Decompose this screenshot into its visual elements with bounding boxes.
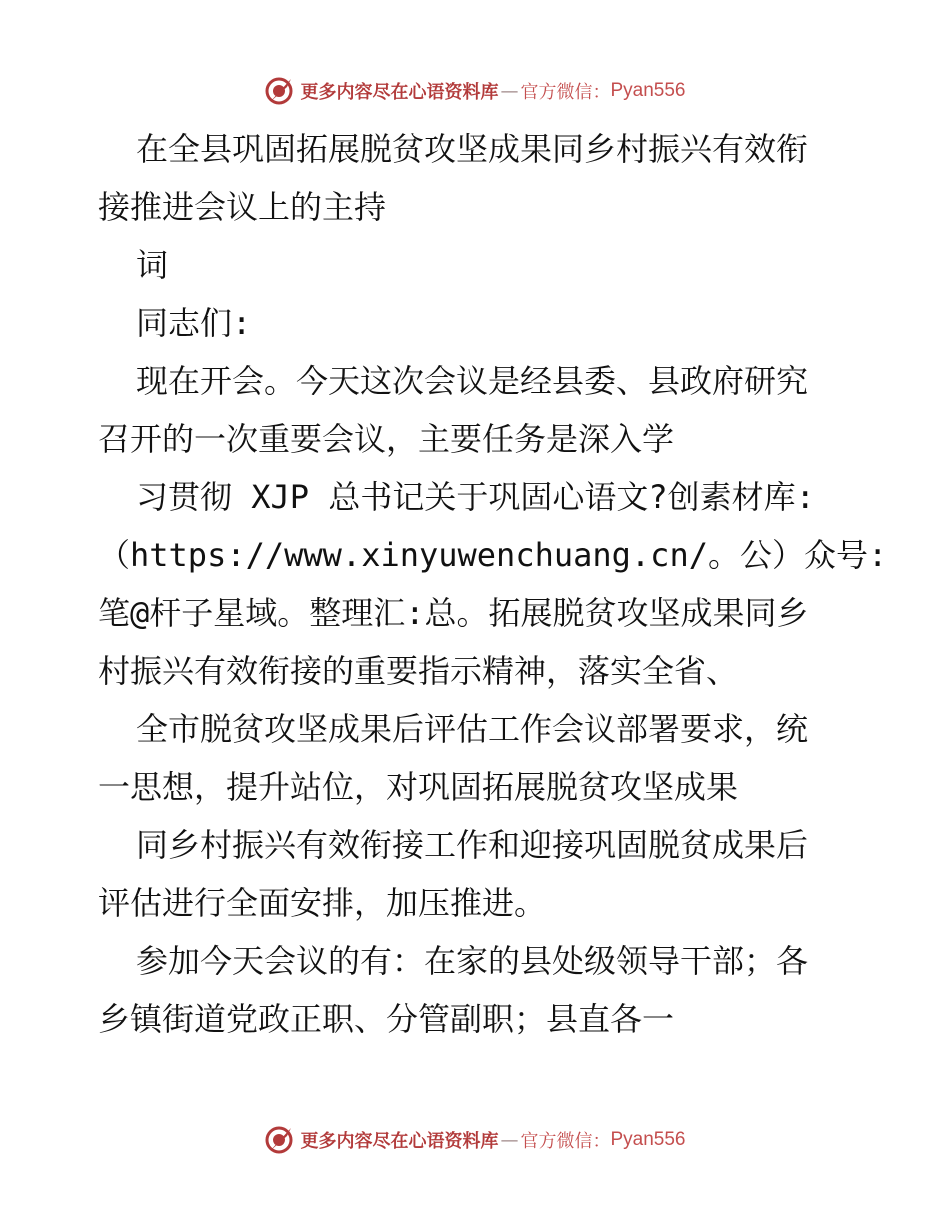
body-line: 笔@杆子星域。整理汇:总。拓展脱贫攻坚成果同乡 <box>98 594 809 632</box>
body-line: 村振兴有效衔接的重要指示精神，落实全省、 <box>98 652 739 690</box>
header-wechat-label: 官方微信： <box>520 82 611 103</box>
document-body <box>98 120 888 1048</box>
footer-library-text: 更多内容尽在心语资料库 <box>300 1131 499 1152</box>
body-line: 现在开会。今天这次会议是经县委、县政府研究 <box>136 362 809 400</box>
body-line: 乡镇街道党政正职、分管副职；县直各一 <box>98 1000 675 1038</box>
body-line-salutation: 同志们: <box>136 304 252 342</box>
footer-wechat-id: Pyan556 <box>610 1129 686 1150</box>
header-dash: — <box>500 80 519 102</box>
body-line: 评估进行全面安排，加压推进。 <box>98 884 547 922</box>
body-line: 召开的一次重要会议，主要任务是深入学 <box>98 420 675 458</box>
header-library-text: 更多内容尽在心语资料库 <box>300 82 499 103</box>
quill-pen-logo-icon <box>264 76 294 106</box>
footer-dash: — <box>500 1129 519 1151</box>
body-line-title-3: 词 <box>136 246 169 284</box>
body-line: 参加今天会议的有：在家的县处级领导干部；各 <box>136 942 809 980</box>
header-banner <box>0 71 950 111</box>
quill-pen-logo-icon <box>264 1125 294 1155</box>
footer-banner <box>0 1120 950 1160</box>
body-line: 全市脱贫攻坚成果后评估工作会议部署要求，统 <box>136 710 809 748</box>
body-line-title-1: 在全县巩固拓展脱贫攻坚成果同乡村振兴有效衔 <box>136 130 809 168</box>
body-line: （https://www.xinyuwenchuang.cn/。公）众号: <box>98 536 888 574</box>
body-line: 一思想，提升站位，对巩固拓展脱贫攻坚成果 <box>98 768 739 806</box>
footer-wechat-label: 官方微信： <box>520 1131 611 1152</box>
body-line: 习贯彻 XJP 总书记关于巩固心语文?创素材库: <box>136 478 815 516</box>
header-wechat-id: Pyan556 <box>610 80 686 101</box>
body-line: 同乡村振兴有效衔接工作和迎接巩固脱贫成果后 <box>136 826 809 864</box>
body-line-title-2: 接推进会议上的主持 <box>98 188 387 226</box>
